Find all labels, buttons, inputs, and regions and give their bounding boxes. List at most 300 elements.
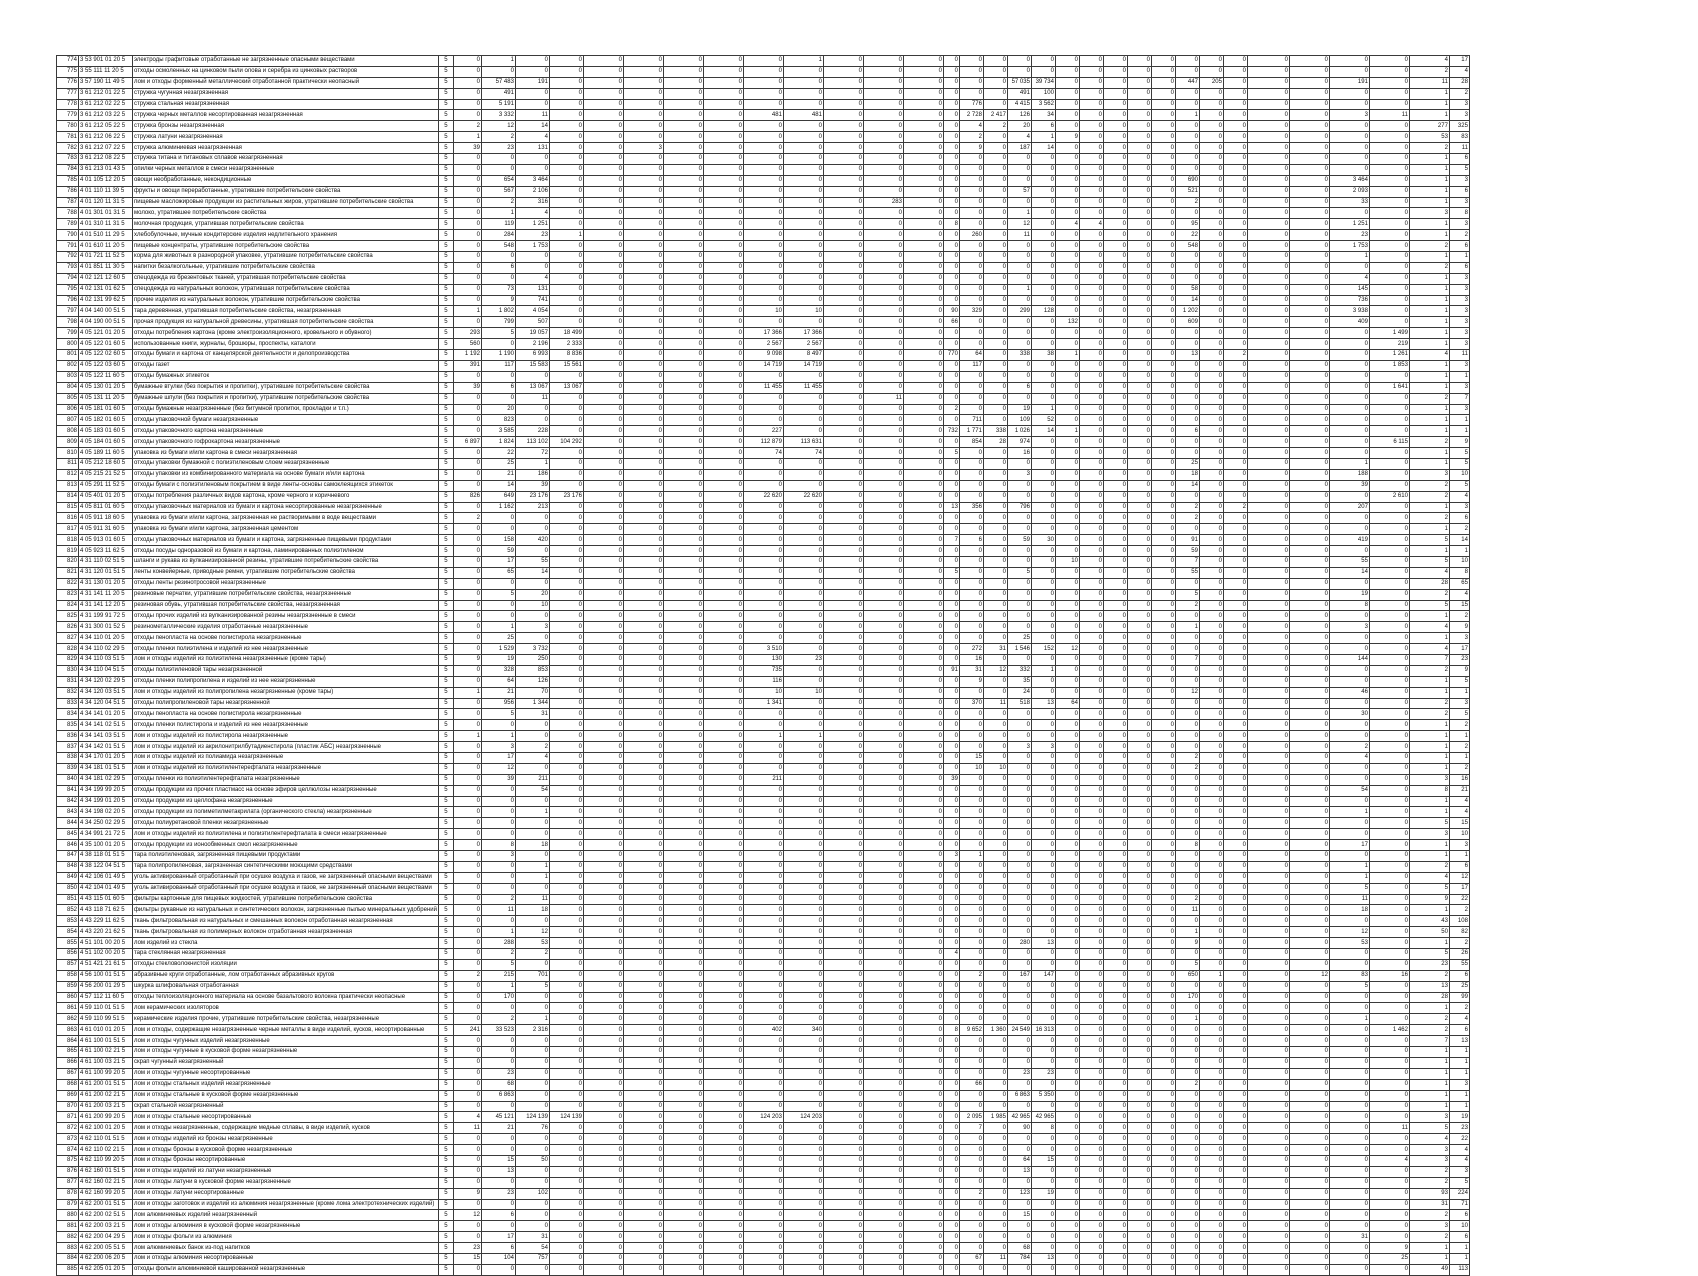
value-cell: 0 (1055, 328, 1079, 339)
hazard-class-cell: 5 (438, 1232, 453, 1243)
value-cell: 7 (1175, 556, 1199, 567)
value-cell: 0 (1007, 328, 1031, 339)
value-cell: 4 (1079, 219, 1103, 230)
value-cell: 0 (515, 1145, 549, 1156)
value-cell: 0 (703, 426, 743, 437)
value-cell: 0 (823, 262, 863, 273)
value-cell: 0 (1079, 872, 1103, 883)
value-cell: 0 (1199, 818, 1223, 829)
value-cell: 0 (703, 992, 743, 1003)
value-cell: 0 (743, 175, 783, 186)
value-cell: 0 (1103, 905, 1127, 916)
value-cell: 9 (1449, 622, 1469, 633)
value-cell: 0 (1369, 1090, 1409, 1101)
value-cell: 0 (1329, 360, 1369, 371)
value-cell: 0 (1079, 350, 1103, 361)
value-cell: 0 (703, 611, 743, 622)
value-cell: 0 (1127, 894, 1151, 905)
value-cell: 9 (1449, 665, 1469, 676)
value-cell: 12 (1055, 644, 1079, 655)
value-cell: 11 (1329, 894, 1369, 905)
value-cell: 55 (515, 556, 549, 567)
value-cell: 0 (823, 448, 863, 459)
value-cell: 1 (1409, 840, 1449, 851)
value-cell: 0 (983, 709, 1007, 720)
value-cell: 0 (663, 469, 703, 480)
value-cell: 0 (863, 774, 903, 785)
value-cell: 6 (1449, 154, 1469, 165)
value-cell: 0 (959, 1134, 983, 1145)
hazard-class-cell: 5 (438, 154, 453, 165)
value-cell: 0 (903, 132, 943, 143)
value-cell: 0 (481, 273, 515, 284)
value-cell: 0 (583, 502, 623, 513)
value-cell: 0 (1031, 284, 1055, 295)
value-cell: 6 (1449, 861, 1469, 872)
value-cell: 100 (1031, 88, 1055, 99)
value-cell: 0 (943, 1210, 959, 1221)
value-cell: 2 (481, 132, 515, 143)
value-cell: 0 (1289, 426, 1329, 437)
value-cell: 6 (1449, 513, 1469, 524)
waste-code-cell: 4 61 200 99 20 5 (79, 1112, 133, 1123)
hazard-class-cell: 5 (438, 437, 453, 448)
value-cell: 1 (1409, 753, 1449, 764)
value-cell: 0 (1103, 938, 1127, 949)
value-cell: 0 (1127, 818, 1151, 829)
value-cell: 0 (1247, 132, 1289, 143)
value-cell: 13 067 (515, 382, 549, 393)
value-cell: 50 (515, 1155, 549, 1166)
waste-code-cell: 4 04 140 00 51 5 (79, 306, 133, 317)
waste-name-cell: пищевые масложировые продукции из растительных жиров, утратившие потребительские свойства (133, 197, 439, 208)
value-cell: 0 (1175, 611, 1199, 622)
value-cell: 0 (1103, 393, 1127, 404)
value-cell: 0 (943, 273, 959, 284)
value-cell: 0 (983, 774, 1007, 785)
value-cell: 0 (1007, 241, 1031, 252)
value-cell: 0 (943, 252, 959, 263)
row-number-cell: 867 (57, 1068, 79, 1079)
value-cell: 3 (1449, 306, 1469, 317)
value-cell: 0 (863, 186, 903, 197)
value-cell: 0 (1007, 252, 1031, 263)
value-cell: 0 (1199, 339, 1223, 350)
value-cell: 0 (1199, 382, 1223, 393)
value-cell: 0 (481, 578, 515, 589)
waste-code-cell: 4 62 200 01 51 5 (79, 1199, 133, 1210)
row-number-cell: 852 (57, 905, 79, 916)
value-cell: 128 (1031, 306, 1055, 317)
value-cell: 0 (663, 339, 703, 350)
row-number-cell: 879 (57, 1199, 79, 1210)
row-number-cell: 842 (57, 796, 79, 807)
waste-name-cell: отходы прочих изделий из вулканизированной резины незагрязненные в смеси (133, 611, 439, 622)
value-cell: 0 (583, 404, 623, 415)
value-cell: 3 (1449, 382, 1469, 393)
value-cell: 5 (1449, 1177, 1469, 1188)
value-cell: 4 (1449, 1145, 1469, 1156)
value-cell: 0 (583, 1003, 623, 1014)
value-cell: 0 (903, 992, 943, 1003)
value-cell: 0 (703, 56, 743, 67)
value-cell: 0 (1151, 175, 1175, 186)
value-cell: 0 (703, 872, 743, 883)
value-cell: 0 (703, 785, 743, 796)
value-cell: 2 (1409, 589, 1449, 600)
value-cell: 0 (743, 851, 783, 862)
value-cell: 0 (1175, 1068, 1199, 1079)
hazard-class-cell: 5 (438, 905, 453, 916)
value-cell: 0 (1127, 66, 1151, 77)
value-cell: 0 (583, 1079, 623, 1090)
waste-name-cell: тара стеклянная незагрязненная (133, 949, 439, 960)
value-cell: 0 (1151, 491, 1175, 502)
value-cell: 0 (583, 382, 623, 393)
value-cell: 1 (453, 306, 481, 317)
value-cell: 26 (1449, 949, 1469, 960)
value-cell: 0 (623, 894, 663, 905)
value-cell: 0 (453, 186, 481, 197)
value-cell: 0 (1031, 273, 1055, 284)
value-cell: 0 (1103, 785, 1127, 796)
value-cell: 0 (1007, 774, 1031, 785)
value-cell: 0 (1007, 981, 1031, 992)
value-cell: 0 (1151, 905, 1175, 916)
value-cell: 0 (1175, 393, 1199, 404)
value-cell: 0 (1055, 981, 1079, 992)
value-cell: 0 (583, 894, 623, 905)
value-cell: 0 (481, 611, 515, 622)
value-cell: 1 (549, 230, 583, 241)
value-cell: 0 (1103, 829, 1127, 840)
value-cell: 0 (743, 905, 783, 916)
value-cell: 0 (453, 1003, 481, 1014)
value-cell: 609 (1175, 317, 1199, 328)
value-cell: 0 (1055, 1166, 1079, 1177)
value-cell: 23 (481, 143, 515, 154)
value-cell: 0 (1369, 306, 1409, 317)
value-cell: 0 (1079, 687, 1103, 698)
value-cell: 0 (943, 1199, 959, 1210)
value-cell: 0 (1329, 1036, 1369, 1047)
value-cell: 0 (903, 1188, 943, 1199)
value-cell: 0 (1151, 154, 1175, 165)
value-cell: 853 (515, 665, 549, 676)
hazard-class-cell: 5 (438, 448, 453, 459)
value-cell: 18 499 (549, 328, 583, 339)
value-cell: 0 (1175, 339, 1199, 350)
value-cell: 0 (549, 1025, 583, 1036)
value-cell: 18 (515, 840, 549, 851)
value-cell: 0 (623, 426, 663, 437)
waste-code-cell: 4 05 212 18 60 5 (79, 458, 133, 469)
value-cell: 0 (1289, 88, 1329, 99)
value-cell: 0 (1103, 611, 1127, 622)
value-cell: 0 (783, 1243, 823, 1254)
value-cell: 0 (1127, 437, 1151, 448)
value-cell: 0 (783, 121, 823, 132)
value-cell: 0 (959, 1003, 983, 1014)
value-cell: 0 (1151, 1025, 1175, 1036)
value-cell: 0 (1329, 66, 1369, 77)
value-cell: 0 (983, 1264, 1007, 1275)
value-cell: 0 (623, 99, 663, 110)
value-cell: 0 (1369, 458, 1409, 469)
value-cell: 0 (983, 676, 1007, 687)
value-cell: 0 (743, 404, 783, 415)
value-cell: 0 (663, 709, 703, 720)
value-cell: 0 (583, 1166, 623, 1177)
value-cell: 0 (549, 829, 583, 840)
value-cell: 10 (1449, 556, 1469, 567)
value-cell: 0 (1151, 262, 1175, 273)
value-cell: 284 (481, 230, 515, 241)
waste-name-cell: лом и отходы чугунные несортированные (133, 1068, 439, 1079)
hazard-class-cell: 5 (438, 164, 453, 175)
value-cell: 0 (703, 654, 743, 665)
value-cell: 0 (1079, 589, 1103, 600)
waste-name-cell: отходы продукции из целлофана незагрязненные (133, 796, 439, 807)
waste-code-cell: 4 38 122 04 51 5 (79, 861, 133, 872)
value-cell: 0 (959, 1264, 983, 1275)
value-cell: 0 (823, 306, 863, 317)
value-cell: 0 (783, 426, 823, 437)
value-cell: 0 (903, 371, 943, 382)
value-cell: 0 (943, 164, 959, 175)
value-cell: 0 (1103, 1166, 1127, 1177)
value-cell: 0 (1199, 753, 1223, 764)
value-cell: 0 (823, 513, 863, 524)
value-cell: 0 (903, 938, 943, 949)
row-number-cell: 866 (57, 1057, 79, 1068)
value-cell: 0 (1175, 382, 1199, 393)
value-cell: 0 (703, 644, 743, 655)
value-cell: 0 (959, 829, 983, 840)
waste-name-cell: бумажные втулки (без покрытия и пропитки), утратившие потребительские свойства (133, 382, 439, 393)
row-number-cell: 873 (57, 1134, 79, 1145)
waste-name-cell: отходы пленки полипропилена и изделий из нее незагрязненные (133, 676, 439, 687)
waste-code-cell: 4 59 110 01 51 5 (79, 1003, 133, 1014)
value-cell: 0 (1223, 665, 1247, 676)
value-cell: 0 (1079, 241, 1103, 252)
value-cell: 0 (783, 262, 823, 273)
value-cell: 0 (823, 753, 863, 764)
value-cell: 0 (549, 121, 583, 132)
value-cell: 2 (1409, 861, 1449, 872)
value-cell: 0 (1127, 524, 1151, 535)
value-cell: 0 (1127, 927, 1151, 938)
value-cell: 0 (703, 796, 743, 807)
value-cell: 0 (783, 851, 823, 862)
value-cell: 0 (663, 480, 703, 491)
value-cell: 0 (1247, 970, 1289, 981)
row-number-cell: 823 (57, 589, 79, 600)
value-cell: 0 (1199, 1112, 1223, 1123)
value-cell: 5 191 (481, 99, 515, 110)
value-cell: 0 (583, 339, 623, 350)
value-cell: 0 (823, 360, 863, 371)
value-cell: 0 (743, 1090, 783, 1101)
hazard-class-cell: 5 (438, 350, 453, 361)
value-cell: 0 (1007, 622, 1031, 633)
value-cell: 0 (515, 66, 549, 77)
value-cell: 0 (1223, 992, 1247, 1003)
value-cell: 0 (743, 829, 783, 840)
value-cell: 0 (453, 1166, 481, 1177)
value-cell: 776 (959, 99, 983, 110)
value-cell: 13 (1031, 938, 1055, 949)
value-cell: 0 (1223, 175, 1247, 186)
value-cell: 356 (959, 502, 983, 513)
value-cell: 11 (453, 1123, 481, 1134)
hazard-class-cell: 5 (438, 295, 453, 306)
value-cell: 0 (623, 458, 663, 469)
row-number-cell: 872 (57, 1123, 79, 1134)
value-cell: 0 (1369, 513, 1409, 524)
value-cell: 0 (1369, 273, 1409, 284)
value-cell: 1 (1409, 164, 1449, 175)
value-cell: 82 (1449, 927, 1469, 938)
value-cell: 0 (1007, 262, 1031, 273)
value-cell: 1 (1409, 154, 1449, 165)
value-cell: 0 (1289, 350, 1329, 361)
value-cell: 0 (1369, 644, 1409, 655)
value-cell: 0 (959, 1210, 983, 1221)
value-cell: 0 (1007, 556, 1031, 567)
value-cell: 0 (1175, 360, 1199, 371)
value-cell: 0 (1369, 665, 1409, 676)
value-cell: 0 (1247, 284, 1289, 295)
value-cell: 0 (515, 992, 549, 1003)
value-cell: 0 (823, 121, 863, 132)
value-cell: 420 (515, 535, 549, 546)
row-number-cell: 801 (57, 350, 79, 361)
value-cell: 0 (783, 589, 823, 600)
row-number-cell: 847 (57, 851, 79, 862)
value-cell: 2 (1449, 763, 1469, 774)
value-cell: 0 (903, 785, 943, 796)
value-cell: 0 (1151, 415, 1175, 426)
value-cell: 1 (1449, 731, 1469, 742)
value-cell: 49 (1409, 1264, 1449, 1275)
value-cell: 0 (453, 448, 481, 459)
value-cell: 0 (663, 567, 703, 578)
value-cell: 0 (783, 916, 823, 927)
value-cell: 0 (1289, 306, 1329, 317)
value-cell: 0 (1175, 1025, 1199, 1036)
value-cell: 0 (863, 154, 903, 165)
value-cell: 0 (703, 1221, 743, 1232)
value-cell: 0 (1199, 829, 1223, 840)
value-cell: 0 (583, 197, 623, 208)
value-cell: 0 (515, 916, 549, 927)
value-cell: 0 (1329, 829, 1369, 840)
value-cell: 0 (1031, 927, 1055, 938)
value-cell: 0 (623, 970, 663, 981)
value-cell: 0 (959, 339, 983, 350)
value-cell: 0 (903, 829, 943, 840)
value-cell: 0 (903, 186, 943, 197)
value-cell: 0 (983, 1166, 1007, 1177)
value-cell: 0 (1007, 763, 1031, 774)
value-cell: 0 (903, 524, 943, 535)
hazard-class-cell: 5 (438, 676, 453, 687)
waste-code-cell: 3 57 190 11 49 5 (79, 77, 133, 88)
value-cell: 0 (783, 77, 823, 88)
value-cell: 0 (783, 894, 823, 905)
value-cell: 0 (743, 1079, 783, 1090)
value-cell: 1 261 (1369, 350, 1409, 361)
value-cell: 0 (1007, 883, 1031, 894)
value-cell: 0 (663, 197, 703, 208)
value-cell: 1 (453, 132, 481, 143)
value-cell: 0 (453, 404, 481, 415)
table-row (57, 1025, 1470, 1036)
value-cell: 57 (1007, 186, 1031, 197)
hazard-class-cell: 5 (438, 513, 453, 524)
value-cell: 0 (743, 949, 783, 960)
value-cell: 0 (1199, 328, 1223, 339)
value-cell: 0 (743, 154, 783, 165)
value-cell: 1 (1449, 1253, 1469, 1264)
value-cell: 145 (1329, 284, 1369, 295)
value-cell: 0 (903, 230, 943, 241)
value-cell: 0 (1247, 1057, 1289, 1068)
value-cell: 0 (1127, 328, 1151, 339)
value-cell: 1 985 (983, 1112, 1007, 1123)
value-cell: 0 (1289, 654, 1329, 665)
value-cell: 0 (481, 807, 515, 818)
value-cell: 0 (1151, 1047, 1175, 1058)
value-cell: 0 (1079, 458, 1103, 469)
value-cell: 0 (903, 1166, 943, 1177)
value-cell: 0 (1289, 164, 1329, 175)
value-cell: 0 (943, 938, 959, 949)
value-cell: 0 (1103, 633, 1127, 644)
value-cell: 0 (1247, 1123, 1289, 1134)
value-cell: 1 341 (743, 698, 783, 709)
hazard-class-cell: 5 (438, 1199, 453, 1210)
value-cell: 0 (1127, 491, 1151, 502)
value-cell: 0 (943, 1221, 959, 1232)
value-cell: 0 (903, 535, 943, 546)
value-cell: 0 (943, 1188, 959, 1199)
value-cell: 0 (1175, 731, 1199, 742)
hazard-class-cell: 5 (438, 1145, 453, 1156)
value-cell: 0 (549, 306, 583, 317)
value-cell: 0 (583, 938, 623, 949)
value-cell: 0 (1031, 1101, 1055, 1112)
value-cell: 0 (943, 1014, 959, 1025)
value-cell: 0 (1329, 88, 1369, 99)
value-cell: 0 (663, 1221, 703, 1232)
hazard-class-cell: 5 (438, 1253, 453, 1264)
value-cell: 0 (983, 916, 1007, 927)
value-cell: 0 (623, 665, 663, 676)
value-cell: 9 098 (743, 350, 783, 361)
value-cell: 0 (1127, 1232, 1151, 1243)
value-cell: 0 (703, 1112, 743, 1123)
value-cell: 0 (1175, 273, 1199, 284)
waste-code-cell: 3 55 111 11 20 5 (79, 66, 133, 77)
value-cell: 0 (1289, 720, 1329, 731)
value-cell: 0 (453, 317, 481, 328)
value-cell: 0 (481, 1101, 515, 1112)
table-row (57, 175, 1470, 186)
value-cell: 1 (1449, 1090, 1469, 1101)
row-number-cell: 804 (57, 382, 79, 393)
